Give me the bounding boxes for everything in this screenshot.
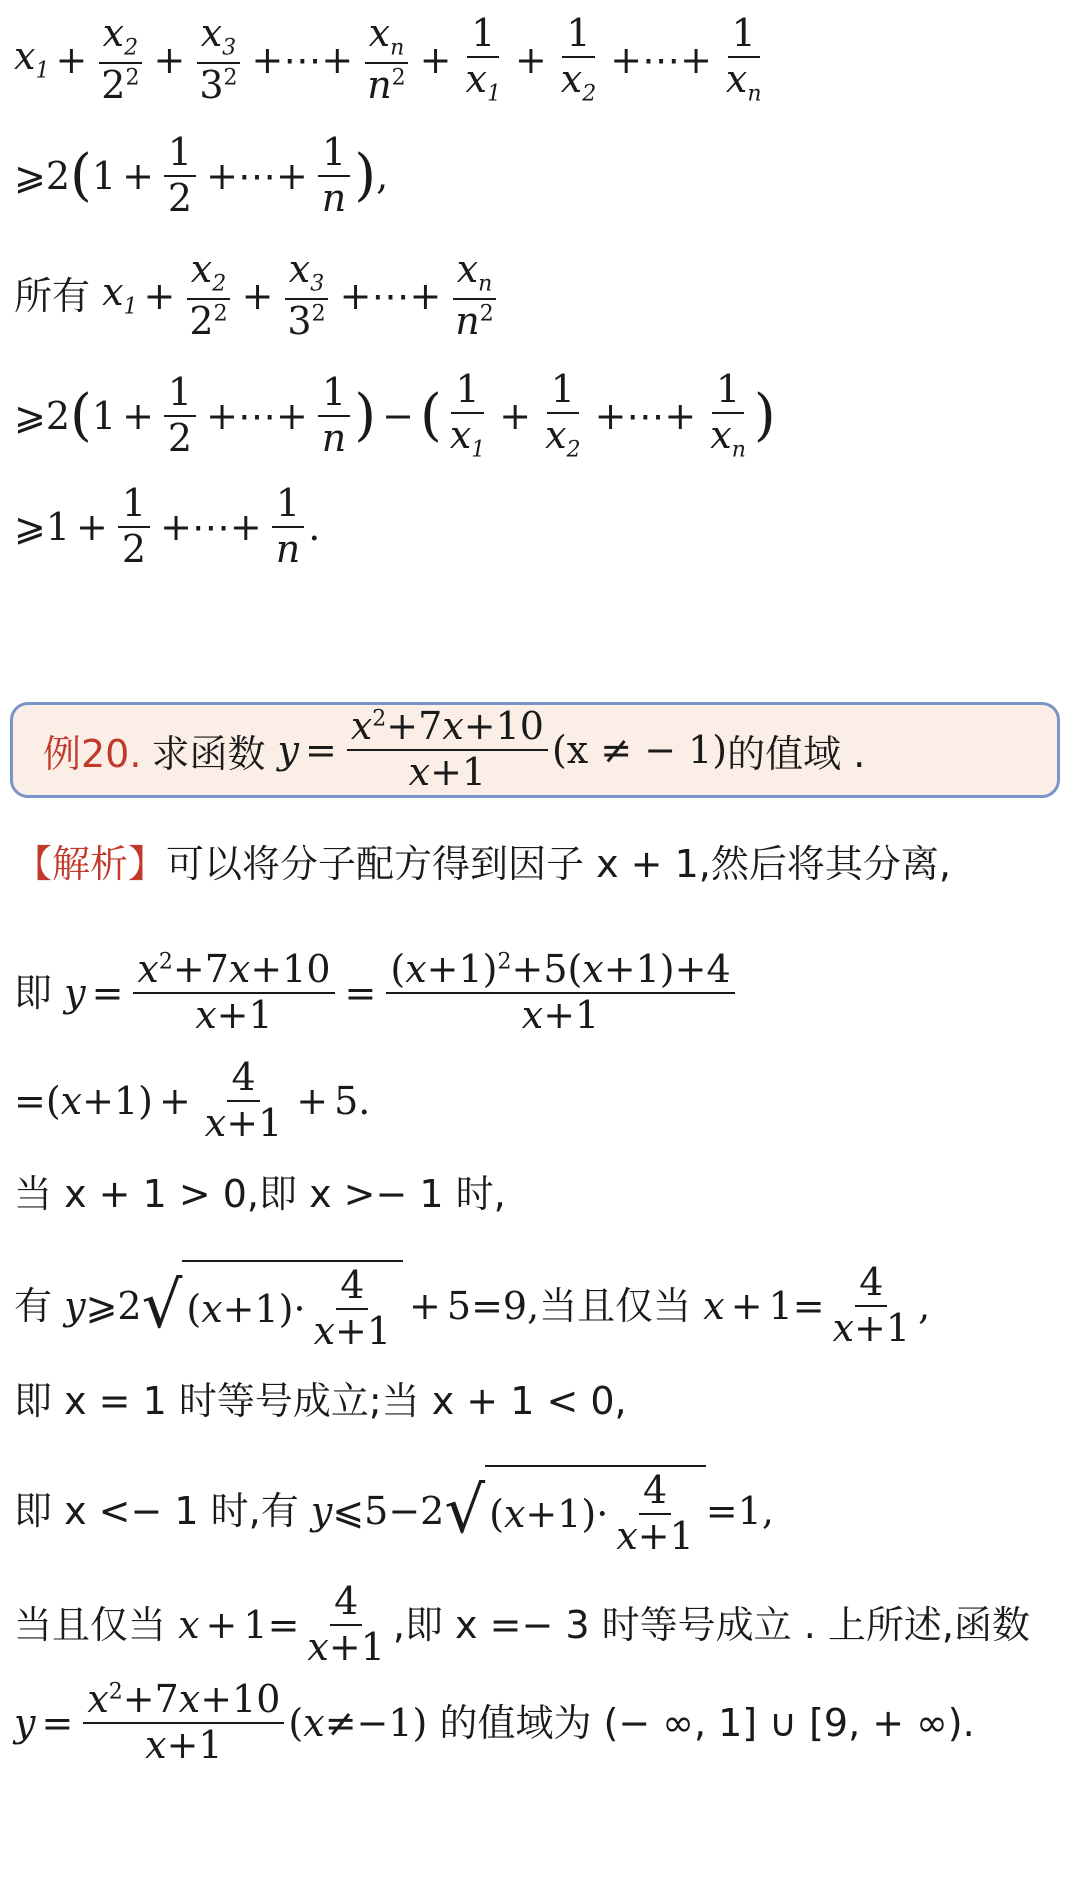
analysis-line-11: 即 x = 1 时等号成立;当 x + 1 < 0, [14, 1379, 627, 1423]
example-box: 例20. 求函数 y = $\frac{x^2+7x+10}{x+1}$ (x ≠ − 1) 的值域 . [10, 702, 1060, 798]
analysis-line-14: y = $\frac{x^2+7x+10}{x+1}$ (x≠−1) 的值域为 (− ∞, 1] ∪ [9, + ∞). [14, 1677, 975, 1767]
example-prefix: 求函数 [151, 731, 266, 776]
analysis-line-7: 即 y = $\frac{x^2+7x+10}{x+1}$ = $\frac{(x+1)^2+5(x+1)+4}{x+1}$ [14, 950, 739, 1036]
math-line-2: ⩾2 ( 1 + $\frac{1}{2}$ +⋯+ $\frac{1}{n}$ ) , [14, 130, 389, 220]
analysis-line-9: 当 x + 1 > 0,即 x >− 1 时, [14, 1172, 506, 1216]
example-number: 例20. [43, 731, 142, 776]
math-line-1: $x_1$ + $\frac{x_2}{2^2}$ + $\frac{x_3}{3^2}$ +⋯+ $\frac{x_n}{n^2}$ + $\frac{1}{x_1}$ + $\frac{1}{x_2}$ +⋯+ $\frac{1}{x_n}$ [14, 11, 762, 107]
analysis-intro: 【解析】 可以将分子配方得到因子 x + 1,然后将其分离, [14, 842, 951, 886]
analysis-line-8: =(x+1) + $\frac{4}{x+1}$ + 5 . [14, 1055, 371, 1145]
example-condition: (x ≠ − 1) [551, 728, 728, 772]
analysis-line-12: 即 x <− 1 时,有 y ⩽5−2 √ ( x +1)· $\frac{4}{x+1}$ =1, [14, 1465, 774, 1557]
analysis-line-10: 有 y ⩾2 √ ( x +1)· $\frac{4}{x+1}$ + 5=9, 当且仅当 x + 1= $\frac{4}{x+1}$ , [14, 1260, 931, 1353]
math-line-5: ⩾1 + $\frac{1}{2}$ +⋯+ $\frac{1}{n}$ . [14, 481, 321, 571]
math-line-4: ⩾2 ( 1 + $\frac{1}{2}$ +⋯+ $\frac{1}{n}$ ) − ( $\frac{1}{x_1}$ + $\frac{1}{x_2}$ +⋯+ $\frac{1}{x_n}$ ) [14, 367, 776, 463]
example-suffix: 的值域 . [727, 731, 866, 776]
math-line-3: 所有 $x_1$ + $\frac{x_2}{2^2}$ + $\frac{x_3}{3^2}$ +⋯+ $\frac{x_n}{n^2}$ [14, 250, 502, 342]
analysis-line-13: 当且仅当 x + 1= $\frac{4}{x+1}$ ,即 x =− 3 时等号成立 . 上所述,函数 [14, 1579, 1030, 1669]
analysis-tag: 【解析】 [14, 842, 167, 886]
